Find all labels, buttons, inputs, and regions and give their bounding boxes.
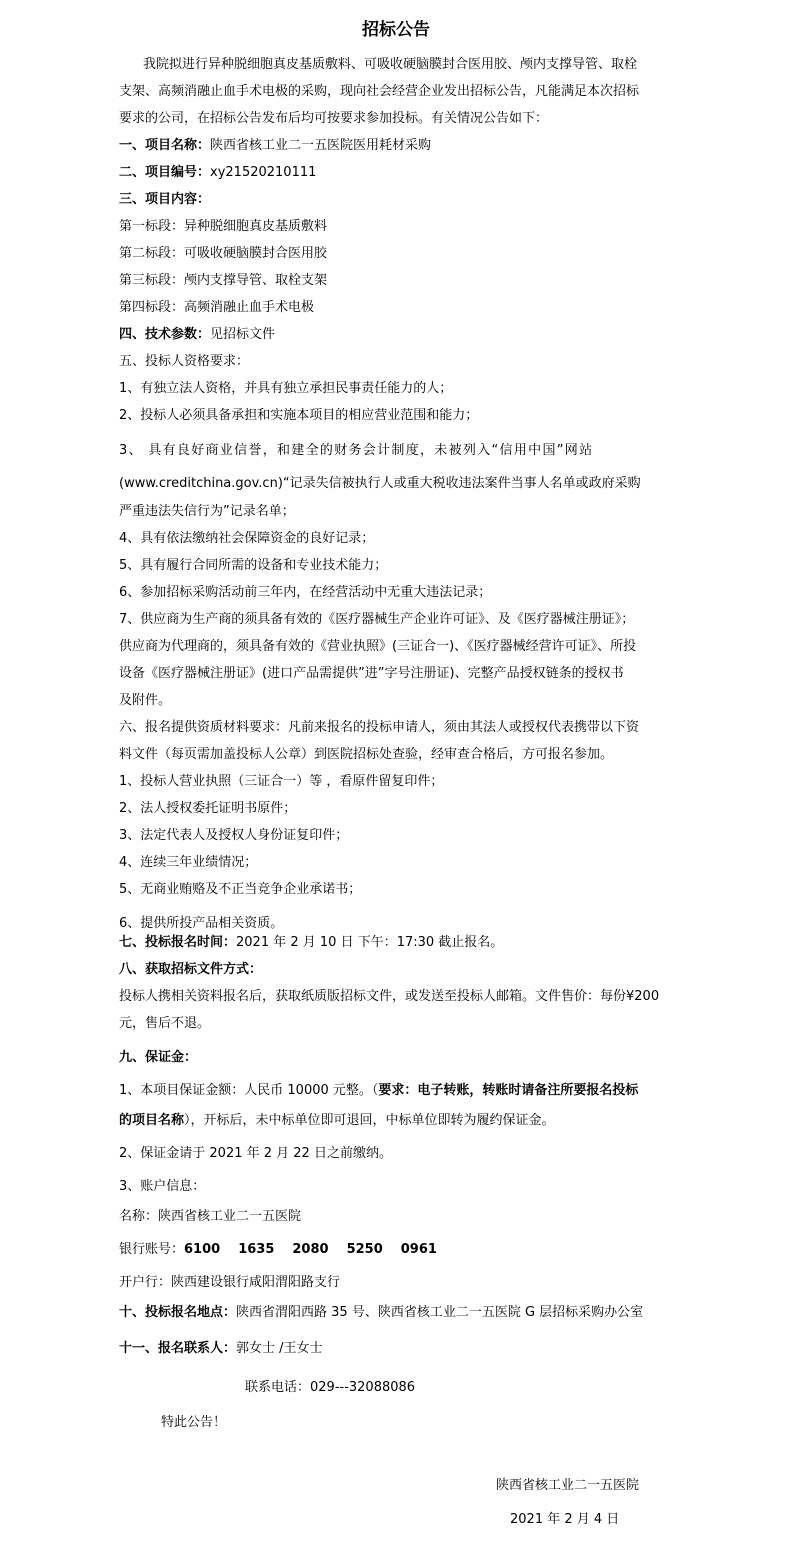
intro-line-2: 支架、高频消融止血手术电极的采购，现向社会经营企业发出招标公告，凡能满足本次招标 bbox=[119, 84, 640, 99]
deposit-line-1 bbox=[119, 1082, 638, 1100]
signature: 陕西省核工业二一五医院 bbox=[496, 1478, 640, 1493]
date: 2021 年 2 月 4 日 bbox=[510, 1512, 620, 1527]
project-name-line bbox=[119, 137, 431, 155]
account-number-part: 6100 bbox=[184, 1242, 221, 1257]
reg-time-line bbox=[119, 934, 503, 952]
qual-item: 6、参加招标采购活动前三年内，在经营活动中无重大违法记录； bbox=[119, 585, 492, 600]
qual-item: 严重违法失信行为”记录名单； bbox=[119, 504, 295, 519]
account-number-part: 5250 bbox=[346, 1242, 383, 1257]
obtain-heading: 八、获取招标文件方式： bbox=[119, 962, 263, 977]
qual-item: 4、具有依法缴纳社会保障资金的良好记录； bbox=[119, 531, 375, 546]
location-label: 十、投标报名地点： bbox=[119, 1305, 237, 1320]
reg-time-value: 2021 年 2 月 10 日 下午：17:30 截止报名。 bbox=[236, 935, 504, 950]
location-line bbox=[119, 1304, 643, 1322]
qual-item: 7、供应商为生产商的须具备有效的《医疗器械生产企业许可证》、及《医疗器械注册证》； bbox=[119, 612, 635, 627]
account-heading: 3、账户信息： bbox=[119, 1179, 206, 1194]
deposit-amount: 1、本项目保证金额：人民币 10000 元整。（ bbox=[119, 1083, 379, 1098]
lot-item: 第三标段：颅内支撑导管、取栓支架 bbox=[119, 273, 328, 288]
qual-item: 2、投标人必须具备承担和实施本项目的相应营业范围和能力； bbox=[119, 408, 479, 423]
page-title: 招标公告 bbox=[362, 20, 430, 40]
qual-heading: 五、投标人资格要求： bbox=[119, 354, 250, 369]
location-value: 陕西省渭阳西路 35 号、陕西省核工业二一五医院 G 层招标采购办公室 bbox=[236, 1305, 644, 1320]
project-no-line bbox=[119, 164, 316, 182]
deposit-refund-note: ），开标后，未中标单位即可退回，中标单位即转为履约保证金。 bbox=[184, 1113, 555, 1128]
qual-item: 1、有独立法人资格，并具有独立承担民事责任能力的人； bbox=[119, 381, 453, 396]
account-number-line bbox=[119, 1241, 455, 1259]
doc-item: 4、连续三年业绩情况； bbox=[119, 855, 258, 870]
project-name-label: 一、项目名称： bbox=[119, 138, 211, 153]
deposit-due: 2、保证金请于 2021 年 2 月 22 日之前缴纳。 bbox=[119, 1146, 392, 1161]
reg-time-label: 七、投标报名时间： bbox=[119, 935, 237, 950]
project-name-value: 陕西省核工业二一五医院医用耗材采购 bbox=[210, 138, 432, 153]
lot-item: 第二标段：可吸收硬脑膜封合医用胶 bbox=[119, 246, 328, 261]
deposit-requirement-cont: 的项目名称 bbox=[119, 1113, 185, 1128]
qual-item: 设备《医疗器械注册证》(进口产品需提供”进”字号注册证)、完整产品授权链条的授权书 bbox=[119, 666, 624, 681]
obtain-line: 元，售后不退。 bbox=[119, 1016, 211, 1031]
account-name: 名称：陕西省核工业二一五医院 bbox=[119, 1209, 302, 1224]
doc-item: 3、法定代表人及授权人身份证复印件； bbox=[119, 828, 349, 843]
tech-params-line bbox=[119, 326, 275, 344]
closing-notice: 特此公告！ bbox=[161, 1415, 227, 1430]
project-no-label: 二、项目编号： bbox=[119, 165, 211, 180]
qual-item: 及附件。 bbox=[119, 693, 172, 708]
docs-intro-line: 六、报名提供资质材料要求：凡前来报名的投标申请人，须由其法人或授权代表携带以下资 bbox=[119, 720, 640, 735]
intro-line-3: 要求的公司，在招标公告发布后均可按要求参加投标。有关情况公告如下： bbox=[119, 111, 549, 126]
account-number-part: 0961 bbox=[400, 1242, 437, 1257]
tech-params-value: 见招标文件 bbox=[210, 327, 276, 342]
intro-line-1: 我院拟进行异种脱细胞真皮基质敷料、可吸收硬脑膜封合医用胶、颅内支撑导管、取栓 bbox=[143, 57, 638, 72]
qual-item: 供应商为代理商的，须具备有效的《营业执照》(三证合一)、《医疗器械经营许可证》、所投 bbox=[119, 639, 637, 654]
tech-params-label: 四、技术参数： bbox=[119, 327, 211, 342]
lot-item: 第四标段：高频消融止血手术电极 bbox=[119, 300, 315, 315]
qual-item: 3、 具有良好商业信誉，和建全的财务会计制度，未被列入“信用中国”网站 bbox=[119, 443, 594, 458]
docs-intro-line: 料文件（每页需加盖投标人公章）到医院招标处查验，经审查合格后，方可报名参加。 bbox=[119, 747, 614, 762]
doc-item: 1、投标人营业执照（三证合一）等 ，看原件留复印件； bbox=[119, 774, 444, 789]
account-number-part: 2080 bbox=[292, 1242, 329, 1257]
contact-value: 郭女士 /王女士 bbox=[236, 1341, 323, 1356]
deposit-line-2 bbox=[119, 1112, 555, 1130]
contact-phone: 联系电话：029---32088086 bbox=[245, 1380, 416, 1395]
content-heading: 三、项目内容： bbox=[119, 192, 211, 207]
contact-line bbox=[119, 1340, 323, 1358]
account-number-part: 1635 bbox=[238, 1242, 275, 1257]
doc-item: 2、法人授权委托证明书原件； bbox=[119, 801, 297, 816]
doc-item: 6、提供所投产品相关资质。 bbox=[119, 916, 284, 931]
bank-name: 开户行：陕西建设银行咸阳渭阳路支行 bbox=[119, 1275, 341, 1290]
lot-item: 第一标段：异种脱细胞真皮基质敷料 bbox=[119, 219, 328, 234]
qual-item: 5、具有履行合同所需的设备和专业技术能力； bbox=[119, 558, 388, 573]
account-number-label: 银行账号： bbox=[119, 1242, 185, 1257]
deposit-requirement: 要求：电子转账，转账时请备注所要报名投标 bbox=[378, 1083, 639, 1098]
obtain-line: 投标人携相关资料报名后，获取纸质版招标文件，或发送至投标人邮箱。文件售价：每份¥200 bbox=[119, 989, 660, 1004]
deposit-heading: 九、保证金： bbox=[119, 1050, 198, 1065]
contact-label: 十一、报名联系人： bbox=[119, 1341, 237, 1356]
doc-item: 5、无商业贿赂及不正当竞争企业承诺书； bbox=[119, 882, 362, 897]
qual-item: (www.creditchina.gov.cn)“记录失信被执行人或重大税收违法案件当事人名单或政府采购 bbox=[119, 476, 641, 491]
project-no-value: xy21520210111 bbox=[210, 165, 317, 180]
